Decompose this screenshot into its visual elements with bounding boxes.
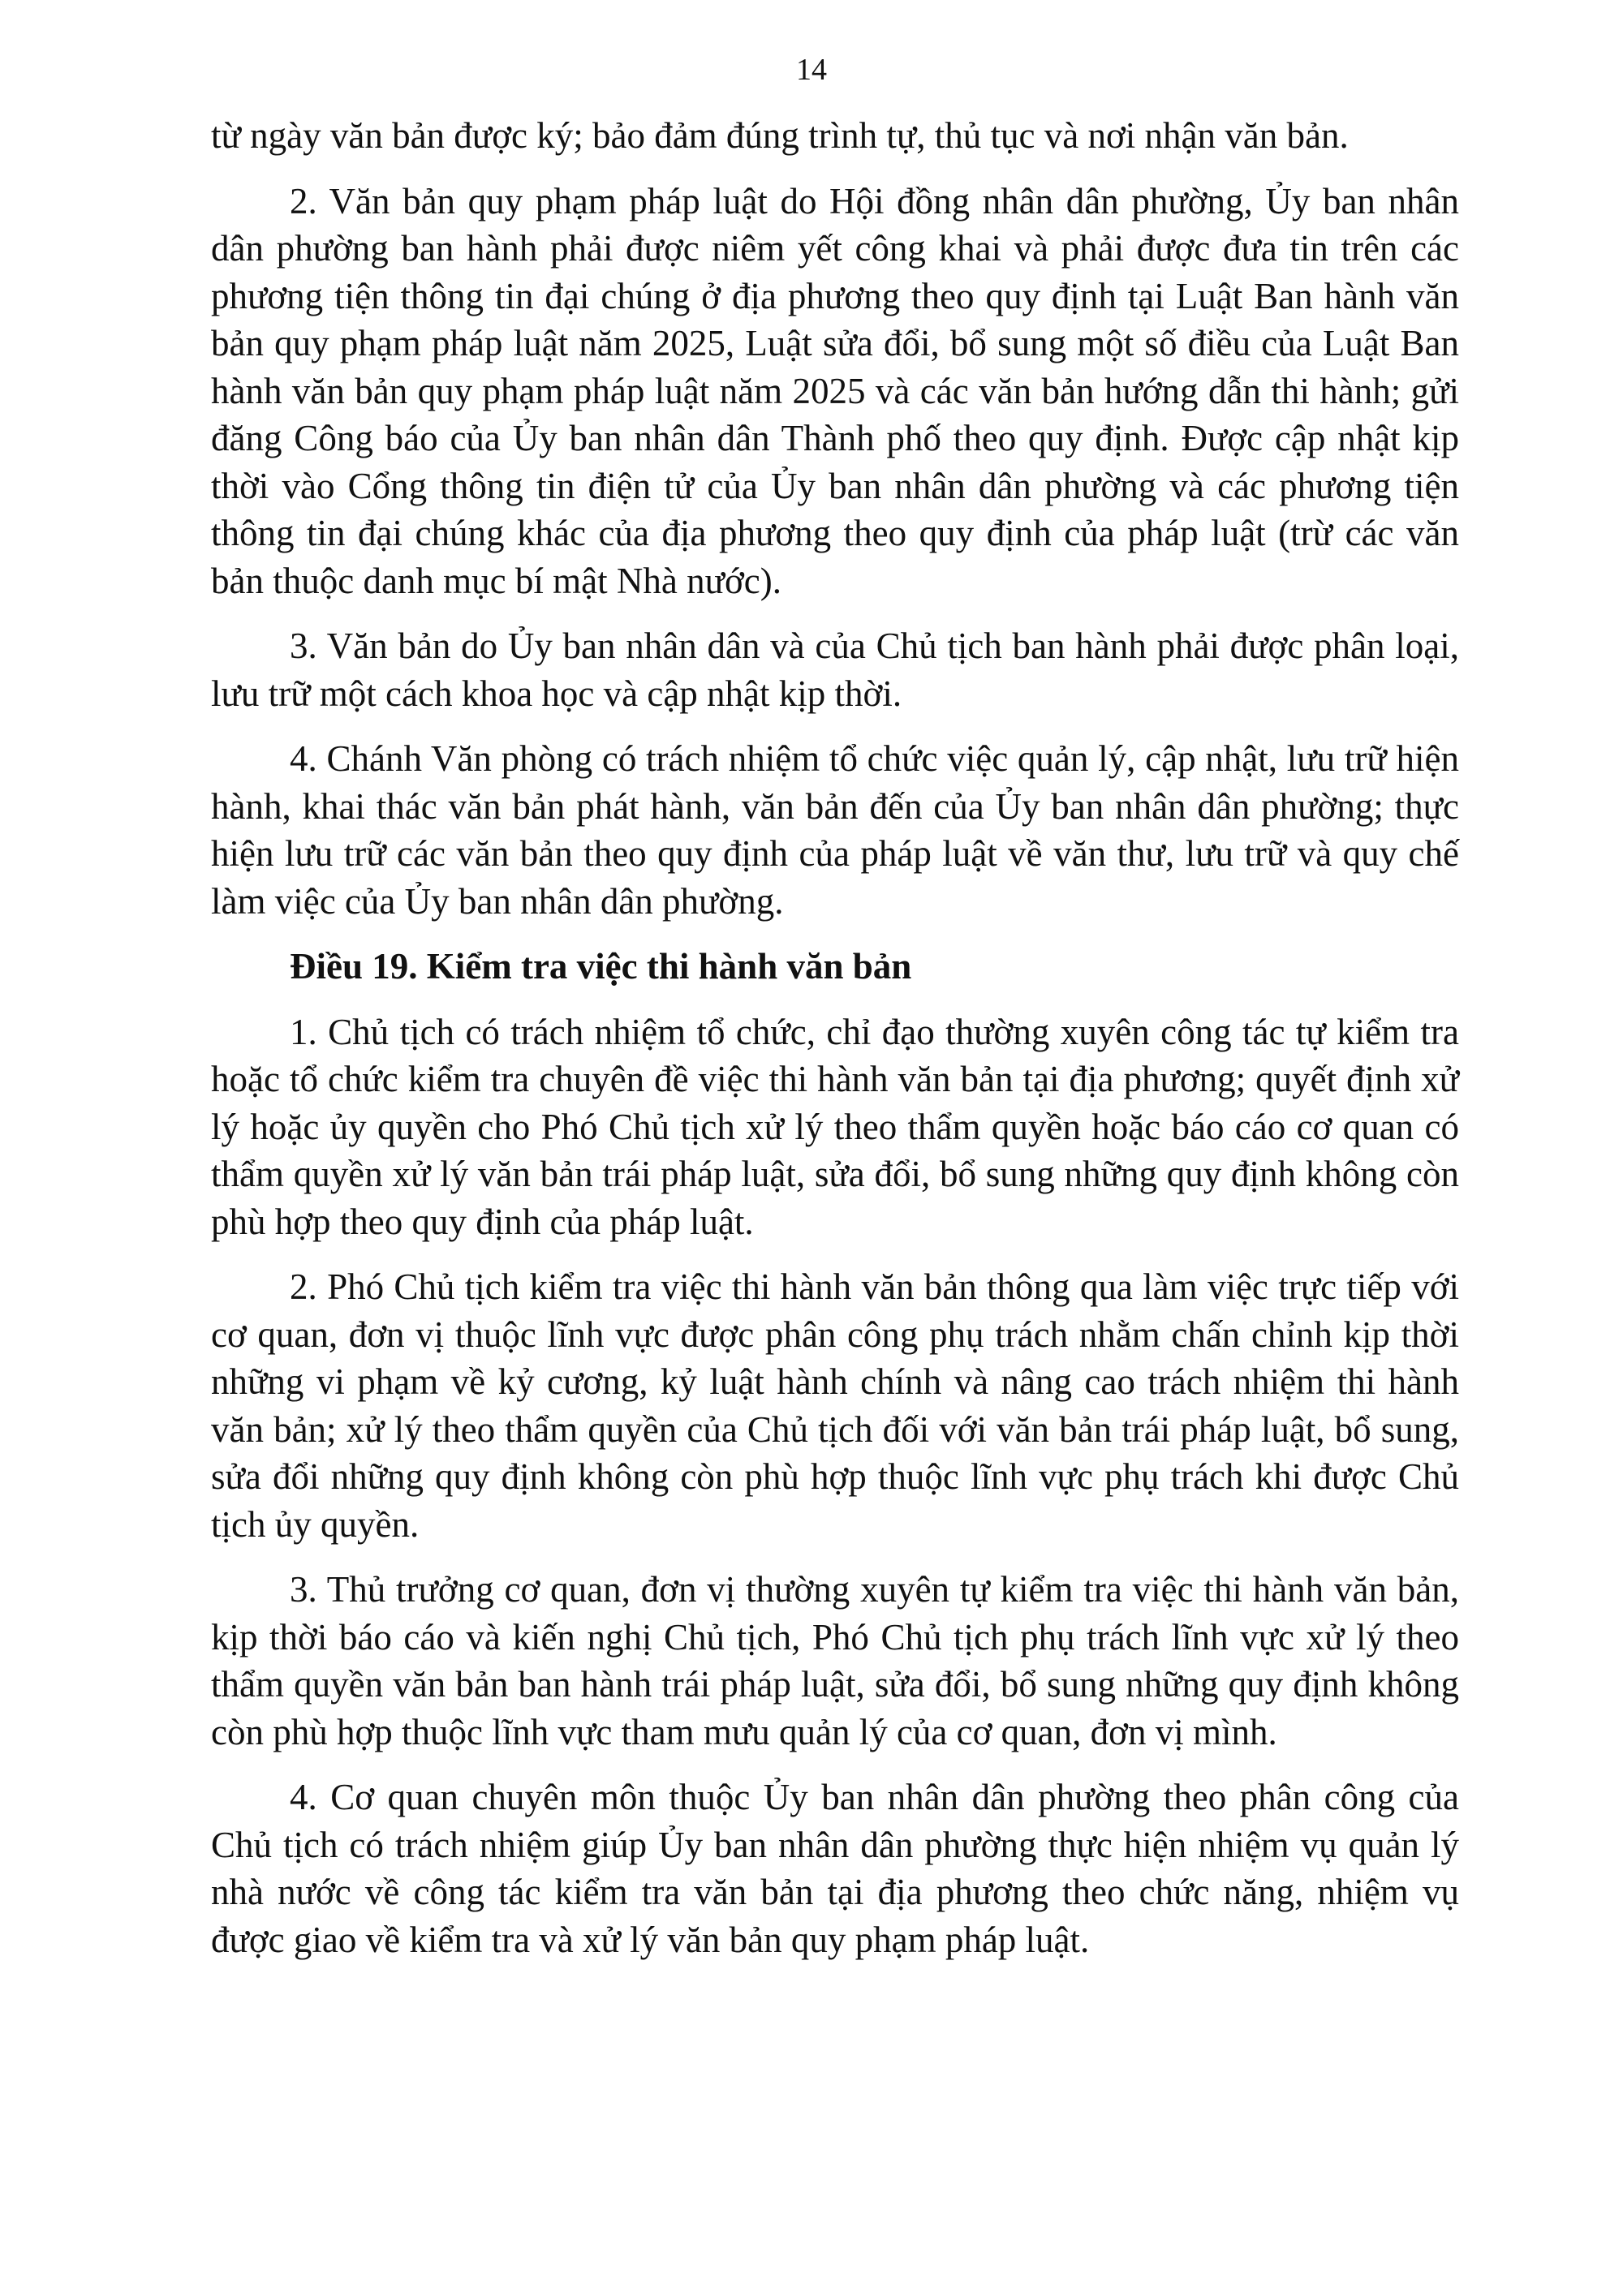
paragraph-article-19-clause-4: 4. Cơ quan chuyên môn thuộc Ủy ban nhân dân phường theo phân công của Chủ tịch có trách nhiệm giúp Ủy ban nhân dân phường thực hiện nhiệm vụ quản lý nhà nước về công tác kiểm tra văn bản tại địa phương theo chức năng, nhiệm vụ được giao về kiểm tra và xử lý văn bản quy phạm pháp luật. (211, 1777, 1459, 1960)
paragraph-article-19-clause-1: 1. Chủ tịch có trách nhiệm tổ chức, chỉ đạo thường xuyên công tác tự kiểm tra hoặc tổ chức kiểm tra chuyên đề việc thi hành văn bản tại địa phương; quyết định xử lý hoặc ủy quyền cho Phó Chủ tịch xử lý theo thẩm quyền hoặc báo cáo cơ quan có thẩm quyền xử lý văn bản trái pháp luật, sửa đổi, bổ sung những quy định không còn phù hợp theo quy định của pháp luật. (211, 1011, 1459, 1242)
page-number: 14 (796, 53, 827, 87)
paragraph-clause-4-office-chief: 4. Chánh Văn phòng có trách nhiệm tổ chức việc quản lý, cập nhật, lưu trữ hiện hành, khai thác văn bản phát hành, văn bản đến của Ủy ban nhân dân phường; thực hiện lưu trữ các văn bản theo quy định của pháp luật về văn thư, lưu trữ và quy chế làm việc của Ủy ban nhân dân phường. (211, 738, 1459, 922)
paragraph-article-19-clause-3: 3. Thủ trưởng cơ quan, đơn vị thường xuyên tự kiểm tra việc thi hành văn bản, kịp thời báo cáo và kiến nghị Chủ tịch, Phó Chủ tịch phụ trách lĩnh vực xử lý theo thẩm quyền văn bản ban hành trái pháp luật, sửa đổi, bổ sung những quy định không còn phù hợp thuộc lĩnh vực tham mưu quản lý của cơ quan, đơn vị mình. (211, 1569, 1459, 1752)
paragraph-clause-2-publication: 2. Văn bản quy phạm pháp luật do Hội đồng nhân dân phường, Ủy ban nhân dân phường ban hành phải được niêm yết công khai và phải được đưa tin trên các phương tiện thông tin đại chúng ở địa phương theo quy định tại Luật Ban hành văn bản quy phạm pháp luật năm 2025, Luật sửa đổi, bổ sung một số điều của Luật Ban hành văn bản quy phạm pháp luật năm 2025 và các văn bản hướng dẫn thi hành; gửi đăng Công báo của Ủy ban nhân dân Thành phố theo quy định. Được cập nhật kịp thời vào Cổng thông tin điện tử của Ủy ban nhân dân phường và các phương tiện thông tin đại chúng khác của địa phương theo quy định của pháp luật (trừ các văn bản thuộc danh mục bí mật Nhà nước). (211, 180, 1459, 601)
article-19-heading: Điều 19. Kiểm tra việc thi hành văn bản (290, 946, 912, 987)
paragraph-clause-3-archiving: 3. Văn bản do Ủy ban nhân dân và của Chủ tịch ban hành phải được phân loại, lưu trữ một cách khoa học và cập nhật kịp thời. (211, 626, 1459, 714)
paragraph-continuation: từ ngày văn bản được ký; bảo đảm đúng trình tự, thủ tục và nơi nhận văn bản. (211, 115, 1349, 156)
document-body (211, 112, 1459, 1981)
paragraph-article-19-clause-2: 2. Phó Chủ tịch kiểm tra việc thi hành văn bản thông qua làm việc trực tiếp với cơ quan, đơn vị thuộc lĩnh vực được phân công phụ trách nhằm chấn chỉnh kịp thời những vi phạm về kỷ cương, kỷ luật hành chính và nâng cao trách nhiệm thi hành văn bản; xử lý theo thẩm quyền của Chủ tịch đối với văn bản trái pháp luật, bổ sung, sửa đổi những quy định không còn phù hợp thuộc lĩnh vực phụ trách khi được Chủ tịch ủy quyền. (211, 1266, 1459, 1545)
